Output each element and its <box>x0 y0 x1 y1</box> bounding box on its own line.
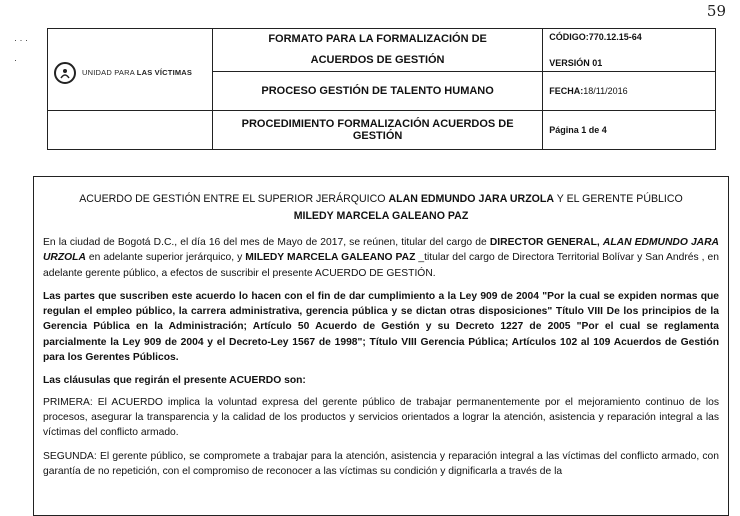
unidad-victimas-emblem-icon <box>54 62 76 84</box>
page-number: 59 <box>706 2 726 20</box>
page-count: Página 1 de 4 <box>543 111 716 150</box>
clause-primera: PRIMERA: El ACUERDO implica la voluntad expresa del gerente público de trabajar permanentemente por el mejoramiento continuo de los procesos, asegurar la transparencia y la calidad de los productos y servicios orientados a lograr la atención, asistencia y reparación integral a las víctimas del conflicto armado. <box>43 396 719 439</box>
logo-cell-bottom <box>48 111 213 150</box>
codigo-version-cell <box>543 29 716 72</box>
paragraph-intro: En la ciudad de Bogotá D.C., el día 16 del mes de Mayo de 2017, se reúnen, titular del cargo de DIRECTOR GENERAL, ALAN EDMUNDO JARA URZOLA en adelante superior jerárquico, y MILEDY MARCELA GALEANO PAZ _titular del cargo de Directora Territorial Bolívar y San Andrés , en adelante gerente público, a efectos de suscribir el presente ACUERDO DE GESTIÓN. <box>43 237 719 279</box>
procedure-name: PROCEDIMIENTO FORMALIZACIÓN ACUERDOS DE GESTIÓN <box>212 111 542 150</box>
paragraph-clauses-heading: Las cláusulas que regirán el presente ACUERDO son: <box>43 375 306 387</box>
process-name: PROCESO GESTIÓN DE TALENTO HUMANO <box>212 72 542 111</box>
fecha: FECHA:18/11/2016 <box>543 72 716 111</box>
document-header <box>47 28 716 150</box>
logo-cell <box>48 29 213 111</box>
paragraph-legal-basis: Las partes que suscriben este acuerdo lo hacen con el fin de dar cumplimiento a la Ley 909 de 2004 "Por la cual se expiden normas que regulan el empleo público, la carrera administrativa, gerencia pública y se dictan otras disposiciones" Título VIII De los principios de la Gerencia Pública en la Administración; Artículo 50 Acuerdo de Gestión y su Decreto 1227 de 2005 "Por el cual se reglamenta parcialmente la Ley 909 de 2004 y el Decreto-Ley 1567 de 1998"; Título VIII Gerencia Pública; Artículos 102 al 109 Acuerdos de Gestión para los Gerentes Públicos. <box>43 290 719 364</box>
logo <box>54 62 206 84</box>
scan-marks: · · · · <box>14 35 28 65</box>
document-title: ACUERDO DE GESTIÓN ENTRE EL SUPERIOR JERÁRQUICO ALAN EDMUNDO JARA URZOLA Y EL GERENTE PÚBLICO MILEDY MARCELA GALEANO PAZ <box>79 193 683 222</box>
codigo: CÓDIGO:770.12.15-64 <box>549 32 642 42</box>
clause-segunda: SEGUNDA: El gerente público, se compromete a trabajar para la atención, asistencia y reparación integral a las víctimas del conflicto armado, con garantía de no repetición, con el compromiso de reconocer a las víctimas su condición y dignificarla a través de la <box>43 450 719 477</box>
document-body <box>33 176 729 516</box>
version: VERSIÓN 01 <box>549 58 603 68</box>
format-title: FORMATO PARA LA FORMALIZACIÓN DE ACUERDOS DE GESTIÓN <box>212 29 542 72</box>
logo-text: UNIDAD PARA LAS VÍCTIMAS <box>82 68 193 77</box>
